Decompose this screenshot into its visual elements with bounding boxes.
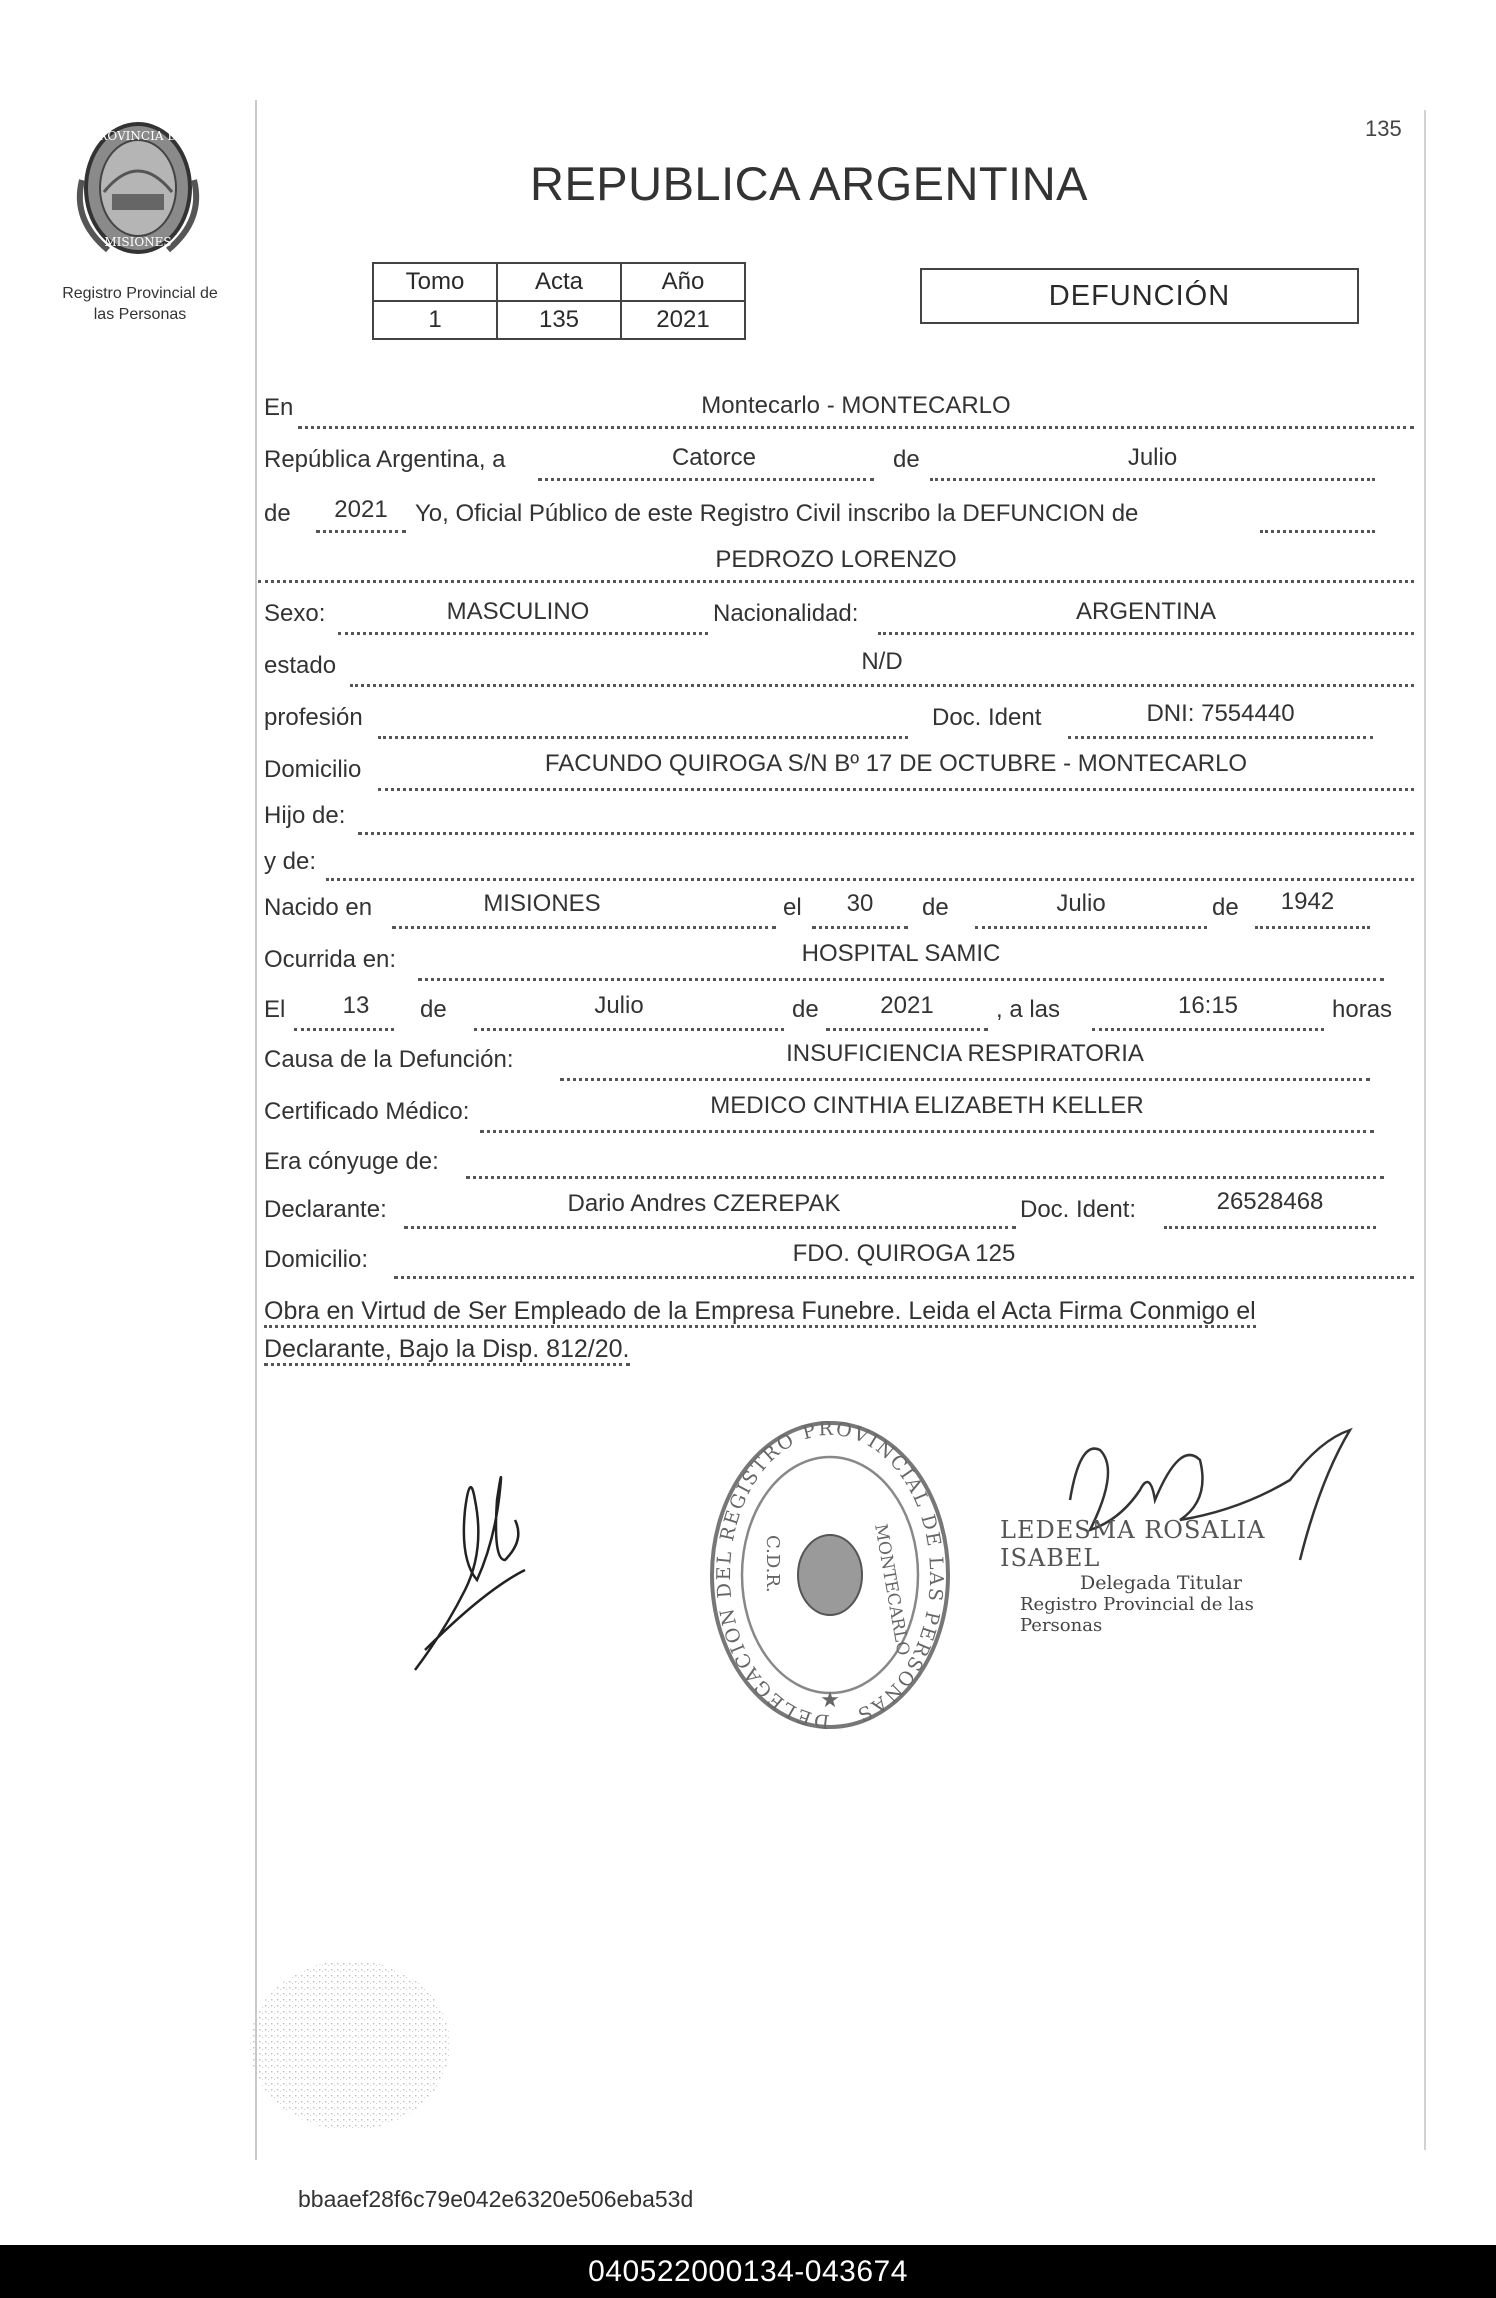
def-anio-dotted-line [826, 1028, 988, 1031]
nac-anio-value: 1942 [1280, 888, 1335, 915]
acta-header: Acta [497, 263, 621, 301]
el-label: el [783, 894, 802, 921]
stamp-inner-left: C.D.R. [762, 1535, 783, 1593]
declarante-label: Declarante: [264, 1196, 387, 1223]
nac-dia-value: 30 [846, 890, 874, 917]
ocurrida-label: Ocurrida en: [264, 946, 397, 973]
estado-value: N/D [861, 648, 903, 675]
anio-dotted-line [316, 530, 406, 533]
de-label-2: de [264, 500, 291, 527]
hora-dotted-line [1092, 1028, 1324, 1031]
observaciones-line1: Obra en Virtud de Ser Empleado de la Empresa Funebre. Leida el Acta Firma Conmigo el [264, 1297, 1256, 1328]
el-label-2: El [264, 996, 286, 1023]
doc-ident-label: Doc. Ident [932, 704, 1042, 731]
nacido-label: Nacido en [264, 894, 373, 921]
official-role: Delegada Titular [1080, 1572, 1242, 1594]
stamp-star-icon: ★ [820, 1687, 840, 1712]
def-mes-value: Julio [594, 992, 644, 1019]
de-label-5: de [420, 996, 447, 1023]
decl-doc-dotted-line [1164, 1226, 1376, 1229]
def-anio-value: 2021 [880, 992, 934, 1019]
conyuge-dotted-line [466, 1176, 1384, 1179]
nacionalidad-value: ARGENTINA [1075, 598, 1216, 625]
document-type-box: DEFUNCIÓN [920, 268, 1359, 324]
dia-dotted-line [538, 478, 874, 481]
doc-ident-value: DNI: 7554440 [1146, 700, 1295, 727]
anio-header: Año [621, 263, 745, 301]
inscribo-text: Yo, Oficial Público de este Registro Civil inscribo la DEFUNCION de [415, 500, 1139, 527]
tomo-header: Tomo [373, 263, 497, 301]
barcode-number: 040522000134-043674 [588, 2255, 908, 2288]
de-label: de [893, 446, 920, 473]
official-name: LEDESMA ROSALIA ISABEL [1000, 1516, 1266, 1572]
certificado-dotted-line [480, 1130, 1374, 1133]
mes-dotted-line [930, 478, 1375, 481]
anio-value: 2021 [621, 301, 745, 339]
dia-texto-value: Catorce [671, 444, 757, 471]
yde-dotted-line [326, 878, 1414, 881]
domicilio-label: Domicilio [264, 756, 362, 783]
declarant-signature [405, 1440, 555, 1680]
official-seal [1000, 1516, 1340, 1636]
nac-dia-dotted-line [812, 926, 908, 929]
registry-caption-line1: Registro Provincial de [62, 285, 218, 302]
hijo-label: Hijo de: [264, 802, 346, 829]
de-label-4: de [1212, 894, 1239, 921]
registry-caption [40, 283, 240, 325]
tomo-value: 1 [373, 301, 497, 339]
registry-reference-table [372, 262, 746, 340]
stamp-inner-right: MONTECARLO [870, 1522, 913, 1658]
causa-label: Causa de la Defunción: [264, 1046, 514, 1073]
left-margin-line [255, 100, 257, 2160]
profesion-dotted-line [378, 736, 908, 739]
domicilio-value: FACUNDO QUIROGA S/N Bº 17 DE OCTUBRE - MONTECARLO [544, 750, 1248, 777]
nacionalidad-label: Nacionalidad: [713, 600, 859, 627]
mes-texto-value: Julio [1127, 444, 1178, 471]
causa-dotted-line [560, 1078, 1370, 1081]
page-number: 135 [1365, 116, 1402, 141]
page-title: REPUBLICA ARGENTINA [530, 157, 1088, 210]
en-value: Montecarlo - MONTECARLO [701, 392, 1011, 419]
sexo-label: Sexo: [264, 600, 326, 627]
conyuge-label: Era cónyuge de: [264, 1148, 439, 1175]
stamp-ring-text: DELEGACION DEL REGISTRO PROVINCIAL DE LAS PERSONAS [712, 1417, 948, 1733]
declarante-dotted-line [404, 1226, 1016, 1229]
declarante-value: Dario Andres CZEREPAK [567, 1190, 841, 1217]
nacionalidad-dotted-line [878, 632, 1414, 635]
ocurrida-dotted-line [418, 978, 1384, 981]
domicilio-dotted-line [378, 788, 1414, 791]
decl-doc-value: 26528468 [1216, 1188, 1324, 1215]
estado-label: estado [264, 652, 337, 679]
official-org: Registro Provincial de las Personas [1020, 1594, 1254, 1636]
observaciones-line2: Declarante, Bajo la Disp. 812/20. [264, 1335, 630, 1366]
document-hash: bbaaef28f6c79e042e6320e506eba53d [298, 2186, 694, 2212]
de-label-6: de [792, 996, 819, 1023]
de-label-3: de [922, 894, 949, 921]
nac-anio-dotted-line [1255, 926, 1370, 929]
certificado-label: Certificado Médico: [264, 1098, 470, 1125]
def-dia-value: 13 [342, 992, 370, 1019]
sexo-dotted-line [338, 632, 708, 635]
provincia-misiones-emblem [68, 110, 208, 270]
right-margin-line [1424, 110, 1426, 2150]
nac-mes-dotted-line [975, 926, 1207, 929]
horas-label: horas [1332, 996, 1393, 1023]
certificado-value: MEDICO CINTHIA ELIZABETH KELLER [710, 1092, 1144, 1119]
domicilio2-label: Domicilio: [264, 1246, 369, 1273]
nacido-value: MISIONES [483, 890, 601, 917]
anio-value: 2021 [334, 496, 388, 523]
en-dotted-line [298, 426, 1414, 429]
observaciones-text [264, 1292, 1414, 1368]
nac-mes-value: Julio [1056, 890, 1106, 917]
scan-noise [240, 1950, 460, 2140]
alas-label: , a las [996, 996, 1061, 1023]
registry-caption-line2: las Personas [93, 306, 187, 323]
domicilio2-value: FDO. QUIROGA 125 [792, 1240, 1016, 1267]
causa-value: INSUFICIENCIA RESPIRATORIA [786, 1040, 1144, 1067]
def-dia-dotted-line [294, 1028, 394, 1031]
republica-label: República Argentina, a [264, 446, 506, 473]
nombre-dotted-line [258, 580, 1414, 583]
hora-value: 16:15 [1177, 992, 1239, 1019]
emblem-bottom-text: MISIONES [104, 235, 172, 249]
sexo-value: MASCULINO [446, 598, 590, 625]
hijo-dotted-line [358, 832, 1414, 835]
domicilio2-dotted-line [394, 1276, 1414, 1279]
profesion-label: profesión [264, 704, 363, 731]
acta-value: 135 [497, 301, 621, 339]
def-mes-dotted-line [474, 1028, 784, 1031]
en-label: En [264, 394, 294, 421]
inscribo-dotted-line [1260, 530, 1375, 533]
doc-ident-dotted-line [1068, 736, 1373, 739]
decl-doc-label: Doc. Ident: [1020, 1196, 1137, 1223]
nombre-value: PEDROZO LORENZO [715, 546, 957, 573]
emblem-top-text: PROVINCIA DE [90, 129, 186, 143]
estado-dotted-line [350, 684, 1414, 687]
yde-label: y de: [264, 848, 317, 875]
nacido-dotted-line [392, 926, 776, 929]
delegation-stamp [705, 1415, 955, 1735]
ocurrida-value: HOSPITAL SAMIC [801, 940, 1001, 967]
